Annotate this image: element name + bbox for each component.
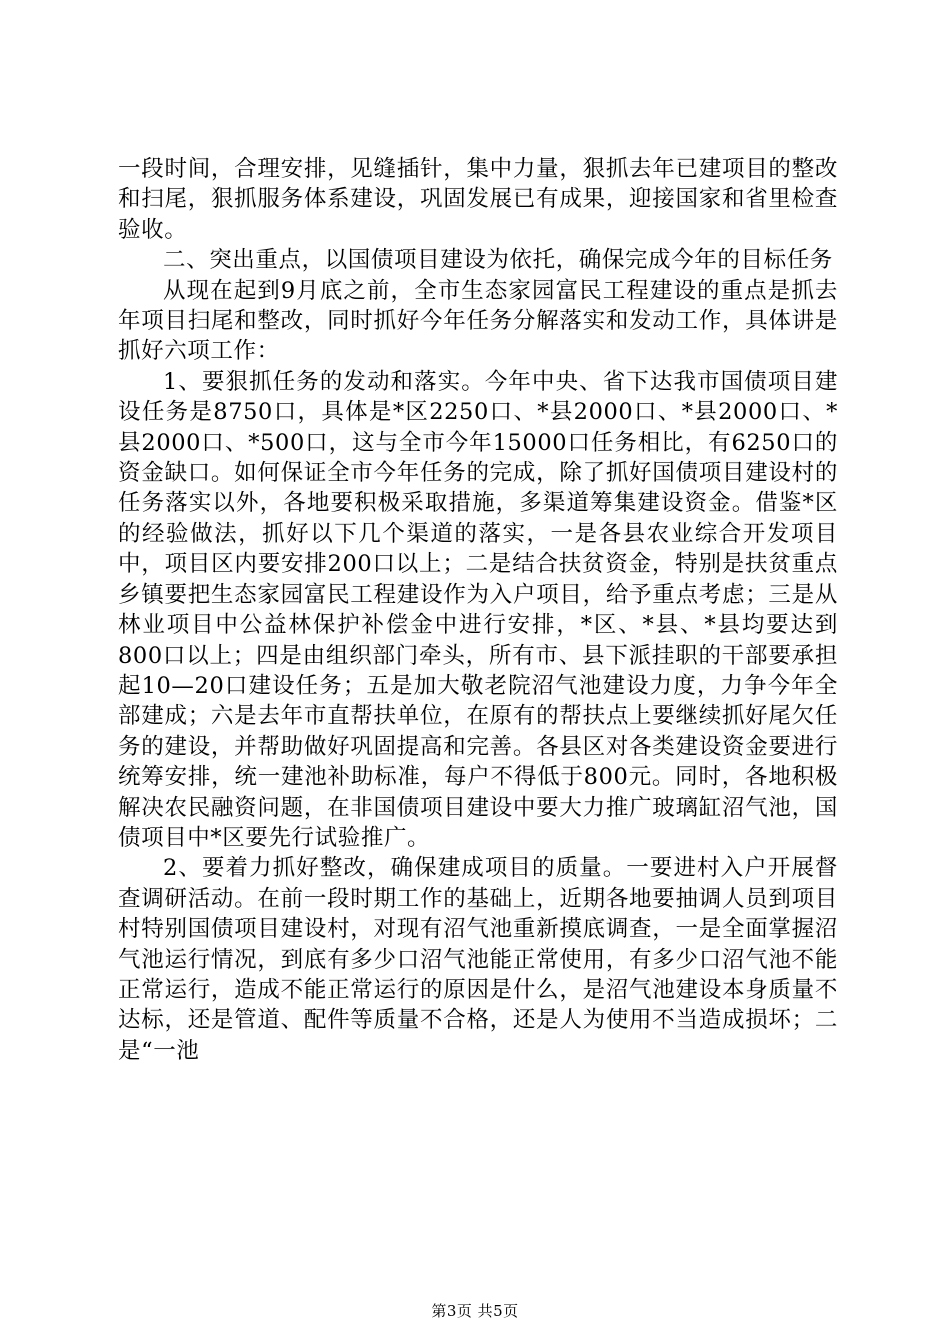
body-text xyxy=(118,154,838,1066)
page-number-footer: 第3页 共5页 xyxy=(431,1302,519,1320)
section-heading: 二、突出重点，以国债项目建设为依托，确保完成今年的目标任务 xyxy=(163,247,833,274)
paragraph-intro: 从现在起到9月底之前，全市生态家园富民工程建设的重点是抓去年项目扫尾和整改，同时抓好今年任务分解落实和发动工作，具体讲是抓好六项工作： xyxy=(118,277,838,365)
paragraph-item-1: 1、要狠抓任务的发动和落实。今年中央、省下达我市国债项目建设任务是8750口，具体是*区2250口、*县2000口、*县2000口、*县2000口、*500口，这与全市今年15000口任务相比，有6250口的资金缺口。如何保证全市今年任务的完成，除了抓好国债项目建设村的任务落实以外，各地要积极采取措施，多渠道筹集建设资金。借鉴*区的经验做法，抓好以下几个渠道的落实，一是各县农业综合开发项目中，项目区内要安排200口以上；二是结合扶贫资金，特别是扶贫重点乡镇要把生态家园富民工程建设作为入户项目，给予重点考虑；三是从林业项目中公益林保护补偿金中进行安排，*区、*县、*县均要达到800口以上；四是由组织部门牵头，所有市、县下派挂职的干部要承担起10—20口建设任务；五是加大敬老院沼气池建设力度，力争今年全部建成；六是去年市直帮扶单位，在原有的帮扶点上要继续抓好尾欠任务的建设，并帮助做好巩固提高和完善。各县区对各类建设资金要进行统筹安排，统一建池补助标准，每户不得低于800元。同时，各地积极解决农民融资问题，在非国债项目建设中要大力推广玻璃缸沼气池，国债项目中*区要先行试验推广。 xyxy=(118,368,838,851)
paragraph-continuation: 一段时间，合理安排，见缝插针，集中力量，狠抓去年已建项目的整改和扫尾，狠抓服务体系建设，巩固发展已有成果，迎接国家和省里检查验收。 xyxy=(118,156,838,243)
paragraph-item-2: 2、要着力抓好整改，确保建成项目的质量。一要进村入户开展督查调研活动。在前一段时期工作的基础上，近期各地要抽调人员到项目村特别国债项目建设村，对现有沼气池重新摸底调查，一是全面掌握沼气池运行情况，到底有多少口沼气池能正常使用，有多少口沼气池不能正常运行，造成不能正常运行的原因是什么，是沼气池建设本身质量不达标，还是管道、配件等质量不合格，还是人为使用不当造成损坏；二是“一池 xyxy=(118,855,838,1064)
